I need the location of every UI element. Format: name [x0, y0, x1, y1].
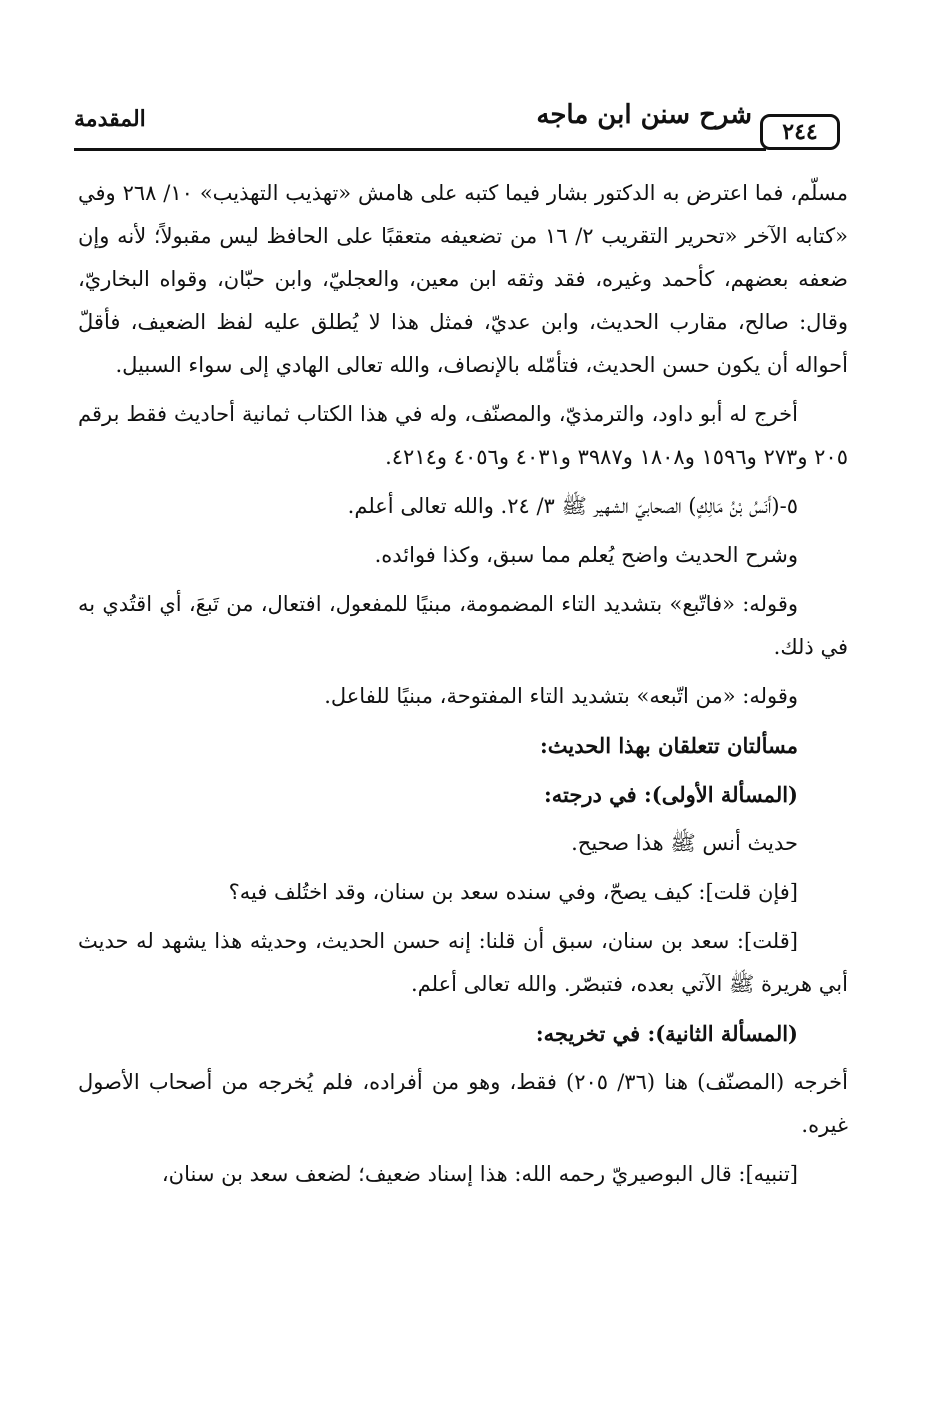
book-title: شرح سنن ابن ماجه [536, 100, 752, 130]
paragraph: [فإن قلت]: كيف يصحّ، وفي سنده سعد بن سنان، وقد اختُلف فيه؟ [228, 880, 798, 904]
paragraph: [تنبيه]: قال البوصيريّ رحمه الله: هذا إسناد ضعيف؛ لضعف سعد بن سنان، [161, 1162, 798, 1186]
page-header [74, 96, 844, 156]
paragraph: وقوله: «فاتّبع» بتشديد التاء المضمومة، مبنيًا للمفعول، افتعال، من تَبعَ، أي اقتُدي به في ذلك. [78, 592, 848, 659]
chapter-title: المقدمة [74, 106, 146, 132]
paragraph: وشرح الحديث واضح يُعلم مما سبق، وكذا فوائده. [374, 543, 798, 567]
paragraph: أخرجه (المصنّف) هنا (٣٦/ ٢٠٥) فقط، وهو من أفراده، فلم يُخرجه من أصحاب الأصول غيره. [78, 1070, 849, 1137]
paragraph: وقوله: «من اتّبعه» بتشديد التاء المفتوحة، مبنيًا للفاعل. [324, 684, 798, 708]
page-body [78, 172, 848, 1202]
page-number: ٢٤٤ [760, 114, 840, 150]
header-rule [74, 148, 766, 151]
paragraph: [قلت]: سعد بن سنان، سبق أن قلنا: إنه حسن الحديث، وحديثه هذا يشهد له حديث أبي هريرة ﷺ الآتي بعده، فتبصّر. والله تعالى أعلم. [78, 929, 848, 996]
section-heading: مسألتان تتعلقان بهذا الحديث: [540, 733, 798, 758]
paragraph: مسلّم، فما اعترض به الدكتور بشار فيما كتبه على هامش «تهذيب التهذيب» ١٠/ ٢٦٨ وفي «كتابه الآخر «تحرير التقريب ٢/ ١٦ من تضعيفه متعقبًا على الحافظ ليس مقبولاً؛ لأنه وإن ضعفه بعضهم، كأحمد وغيره، فقد وثقه ابن معين، والعجليّ، وابن حبّان، وقواه البخاريّ، وقال: صالح، مقارب الحديث، وابن عديّ، فمثل هذا لا يُطلق عليه لفظ الضعيف، فأقلّ أحواله أن يكون حسن الحديث، فتأمّله بالإنصاف، والله تعالى الهادي إلى سواء السبيل. [78, 181, 848, 377]
narrator-entry: ٥-(أَنَسُ بْنُ مَالِكٍ) الصحابيّ الشهير ﷺ ٣/ ٢٤. والله تعالى أعلم. [347, 494, 798, 518]
paragraph: حديث أنس ﷺ هذا صحيح. [571, 831, 798, 855]
paragraph: أخرج له أبو داود، والترمذيّ، والمصنّف، وله في هذا الكتاب ثمانية أحاديث فقط برقم ٢٠٥ و٢٧٣ و١٥٩٦ و١٨٠٨ و٣٩٨٧ و٤٠٣١ و٤٠٥٦ و٤٢١٤. [78, 402, 848, 469]
subsection-heading: (المسألة الثانية): في تخريجه: [535, 1021, 798, 1046]
subsection-heading: (المسألة الأولى): في درجته: [544, 782, 798, 807]
